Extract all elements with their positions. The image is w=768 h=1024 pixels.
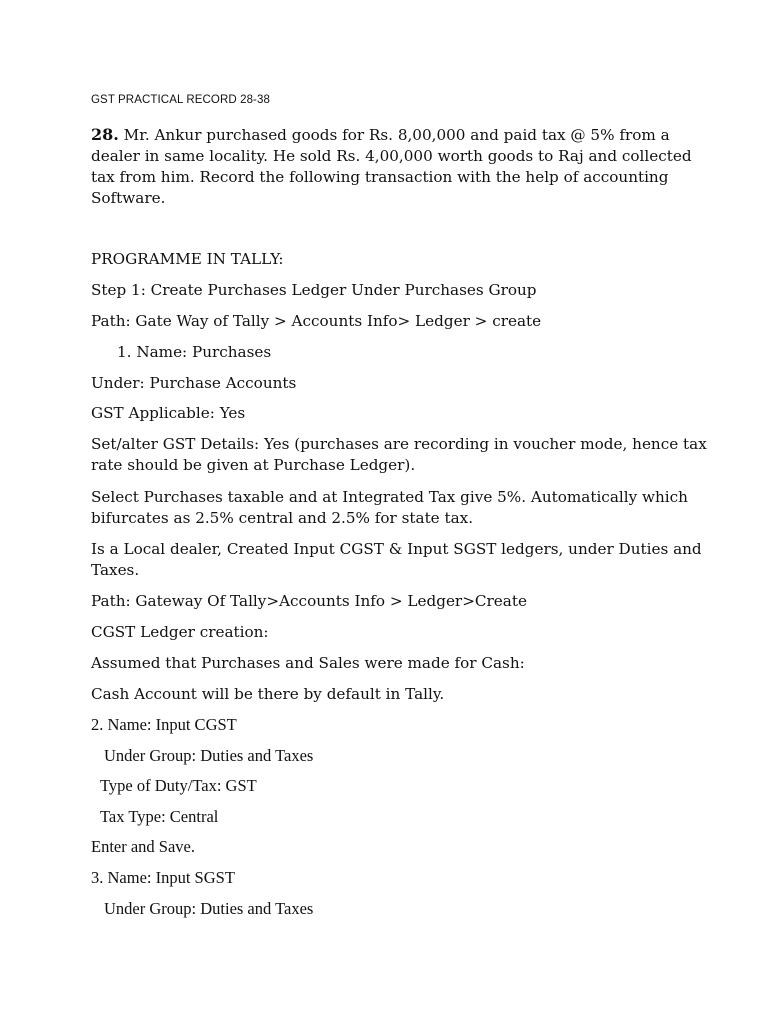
set-alter-line-1: Set/alter GST Details: Yes (purchases are recording in voucher mode, hence tax: [91, 435, 707, 453]
programme-heading: PROGRAMME IN TALLY:: [91, 250, 284, 268]
local-dealer-paragraph: [91, 539, 702, 581]
step-1: Step 1: Create Purchases Ledger Under Purchases Group: [91, 281, 537, 299]
item-2-under: Under Group: Duties and Taxes: [104, 746, 314, 765]
select-purchases-paragraph: [91, 487, 691, 529]
local-dealer-line-2: Taxes.: [91, 561, 140, 579]
question-paragraph: [91, 124, 691, 209]
local-dealer-line-1: Is a Local dealer, Created Input CGST & Input SGST ledgers, under Duties and: [91, 540, 702, 558]
item-2-name: 2. Name: Input CGST: [91, 715, 237, 734]
item-2-tax-type: Tax Type: Central: [100, 807, 219, 826]
question-line-2: dealer in same locality. He sold Rs. 4,00,000 worth goods to Raj and collected: [91, 147, 692, 165]
question-line-3: tax from him. Record the following transaction with the help of accounting: [91, 168, 669, 186]
question-number: 28.: [91, 125, 119, 144]
enter-save: Enter and Save.: [91, 837, 196, 856]
cgst-ledger-creation: CGST Ledger creation:: [91, 623, 269, 641]
question-text-1: Mr. Ankur purchased goods for Rs. 8,00,000 and paid tax @ 5% from a: [123, 126, 670, 144]
path-2: Path: Gateway Of Tally>Accounts Info > Ledger>Create: [91, 592, 527, 610]
select-purchases-line-1: Select Purchases taxable and at Integrated Tax give 5%. Automatically which: [91, 488, 688, 506]
page-header: GST PRACTICAL RECORD 28-38: [91, 94, 270, 106]
gst-applicable: GST Applicable: Yes: [91, 404, 246, 422]
list-item-1: 1. Name: Purchases: [117, 343, 272, 361]
path-1: Path: Gate Way of Tally > Accounts Info> Ledger > create: [91, 312, 542, 330]
set-alter-paragraph: [91, 434, 707, 476]
under-purchase-accounts: Under: Purchase Accounts: [91, 374, 297, 392]
item-3-under: Under Group: Duties and Taxes: [104, 899, 314, 918]
item-3-name: 3. Name: Input SGST: [91, 868, 235, 887]
assumed-cash: Assumed that Purchases and Sales were made for Cash:: [91, 654, 525, 672]
set-alter-line-2: rate should be given at Purchase Ledger).: [91, 456, 416, 474]
select-purchases-line-2: bifurcates as 2.5% central and 2.5% for state tax.: [91, 509, 474, 527]
question-line-1: [91, 124, 691, 146]
question-line-4: Software.: [91, 189, 166, 207]
item-2-type: Type of Duty/Tax: GST: [100, 776, 257, 795]
cash-default: Cash Account will be there by default in Tally.: [91, 685, 445, 703]
